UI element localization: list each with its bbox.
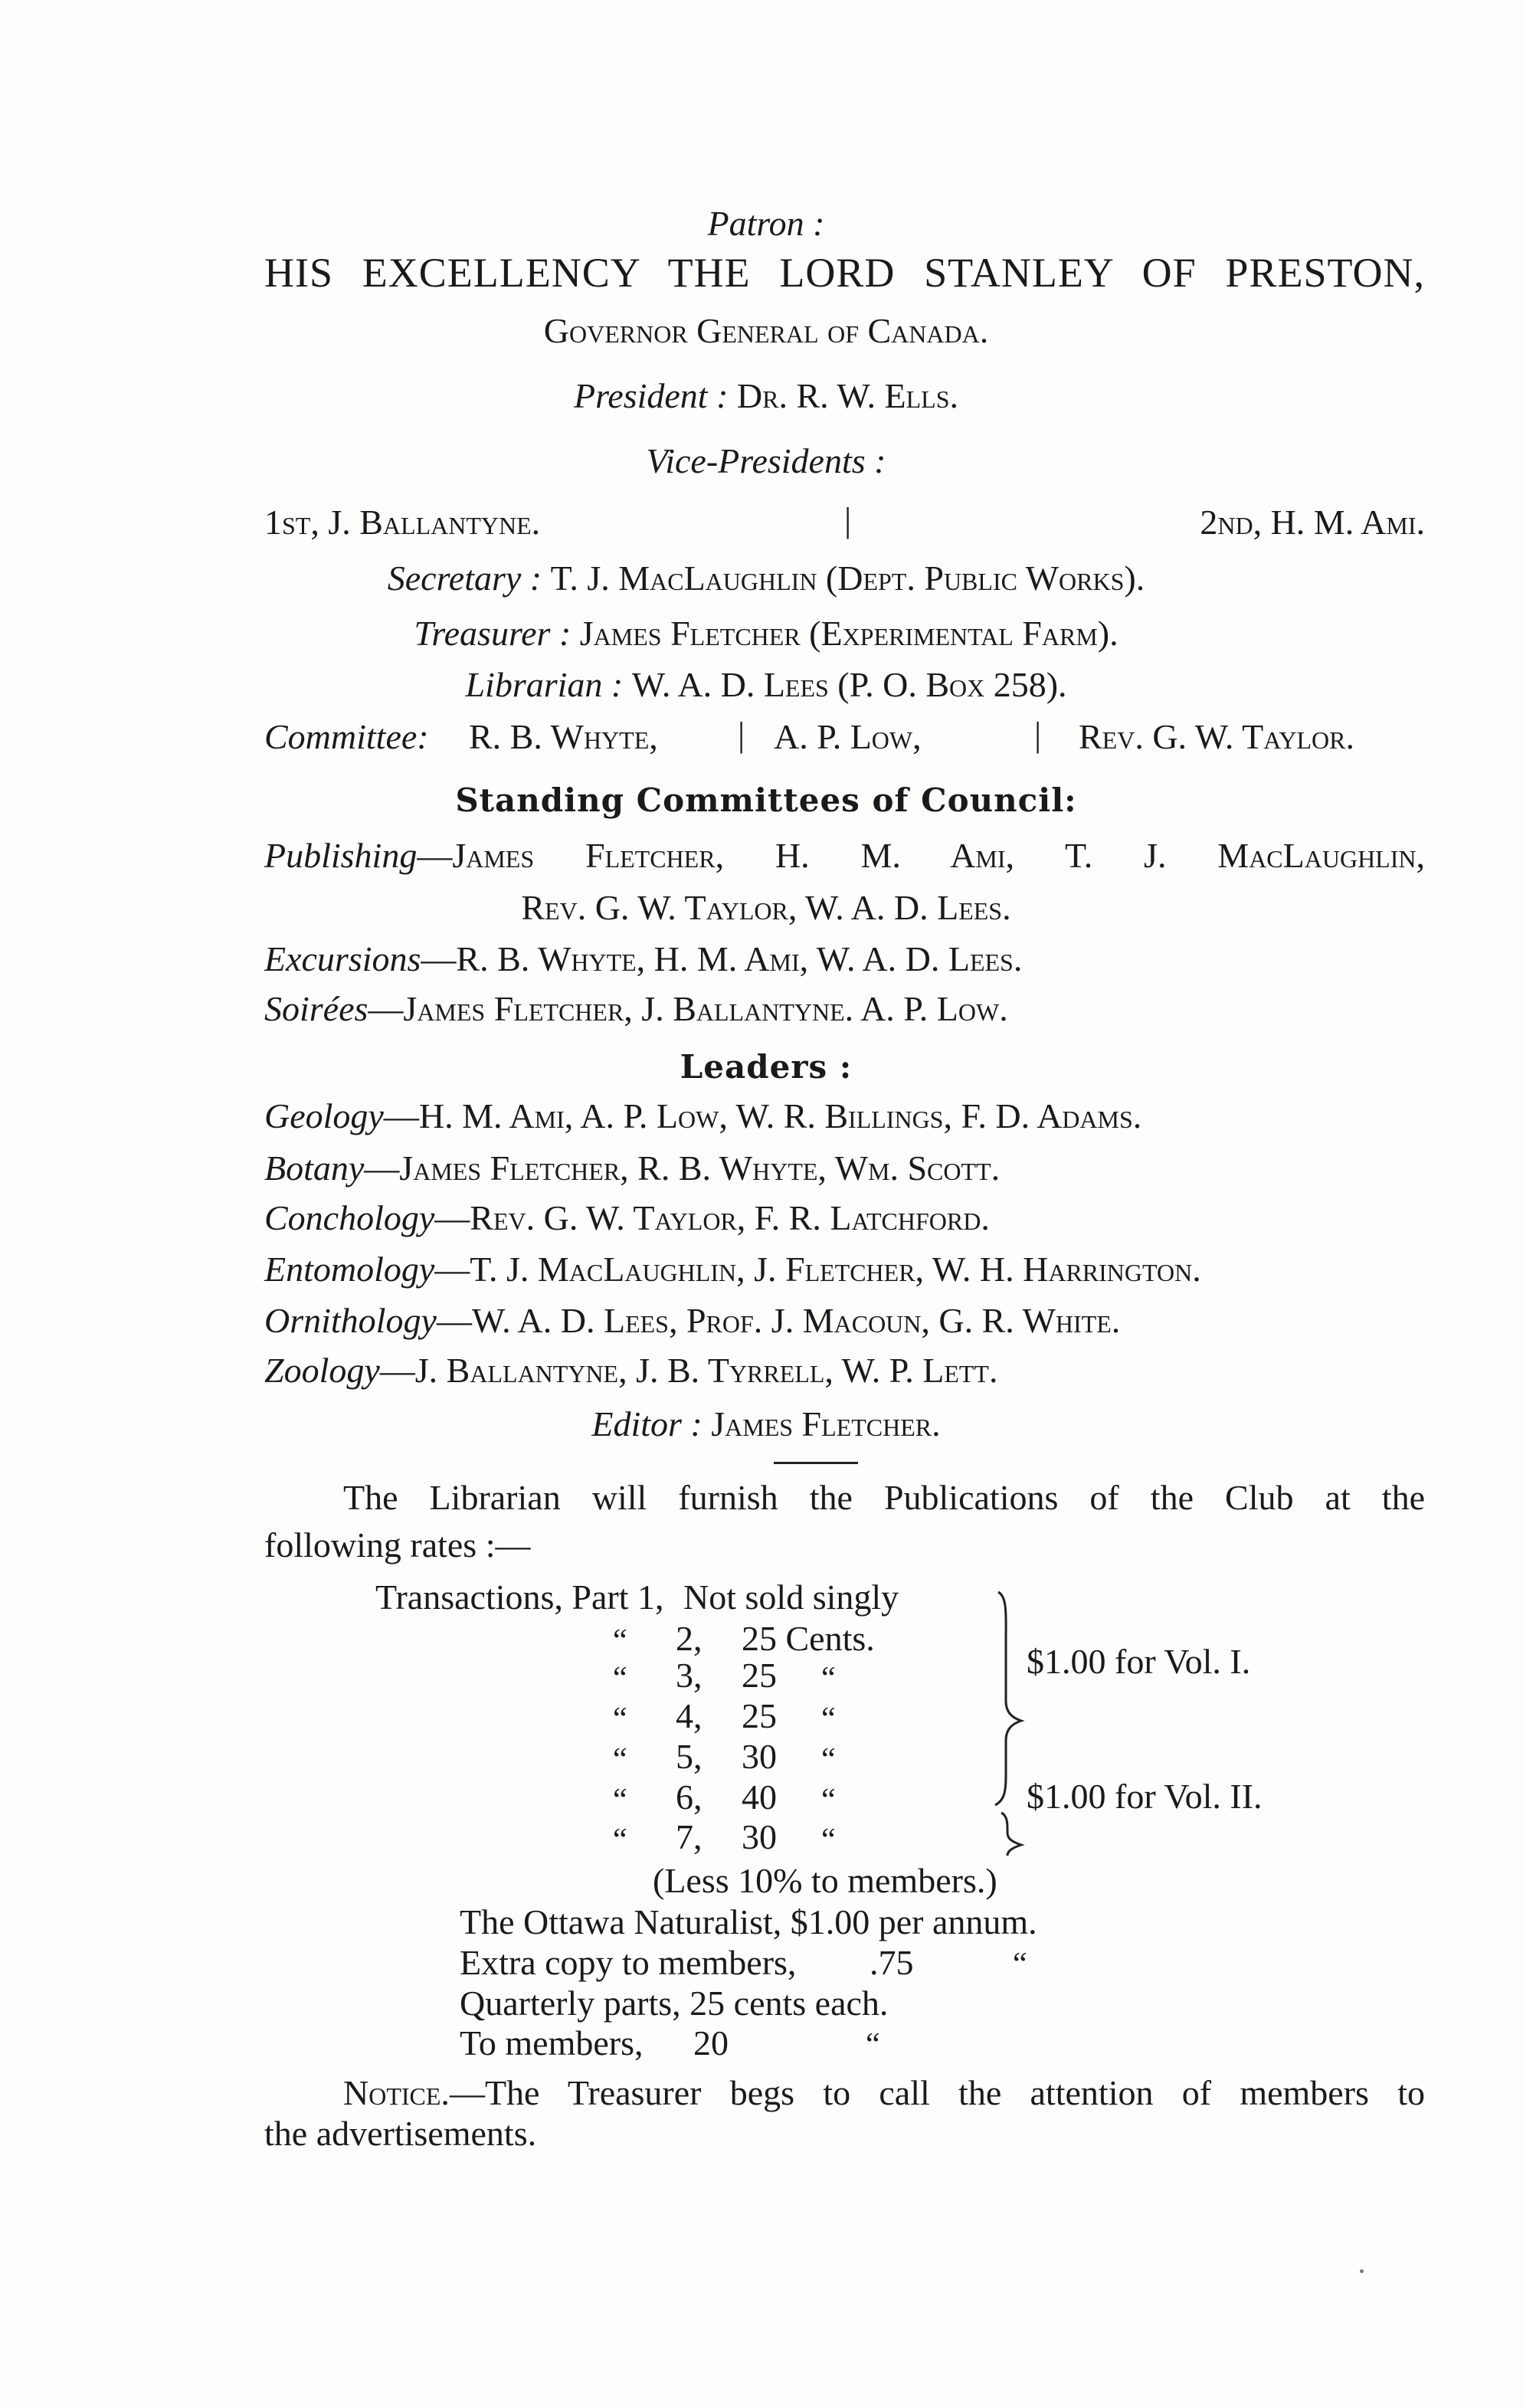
patron-label: Patron :	[707, 204, 825, 243]
editor-name: James Fletcher.	[711, 1404, 941, 1443]
excursions-members: —R. B. Whyte, H. M. Ami, W. A. D. Lees.	[421, 939, 1023, 978]
secretary-line	[0, 558, 1523, 598]
leader-label: Botany	[264, 1148, 365, 1188]
treasurer-line	[0, 613, 1523, 654]
ditto-mark: “	[613, 1742, 627, 1777]
librarian-value: W. A. D. Lees (P. O. Box 258).	[631, 665, 1067, 704]
librarian-label: Librarian :	[465, 665, 624, 704]
secretary-label: Secretary :	[387, 559, 542, 598]
notice-text-1: —The Treasurer begs to call the attention of members to	[449, 2073, 1425, 2112]
librarian-line	[0, 664, 1523, 705]
committee-member-3: Rev. G. W. Taylor.	[1079, 717, 1354, 756]
treasurer-label: Treasurer :	[414, 614, 572, 653]
vice-presidents-divider: |	[844, 500, 852, 539]
ditto-mark: “	[613, 1783, 627, 1818]
ditto-mark: “	[613, 1823, 627, 1858]
patron-title: Governor General of Canada.	[543, 311, 989, 350]
transactions-part: 7,	[676, 1817, 703, 1856]
transactions-part: 1,	[637, 1577, 664, 1617]
ditto-mark: “	[821, 1783, 836, 1818]
transactions-part: 6,	[676, 1777, 703, 1817]
committee-divider-2: |	[1034, 715, 1042, 754]
ditto-mark: “	[1013, 1947, 1027, 1982]
leader-members: —Rev. G. W. Taylor, F. R. Latchford.	[434, 1198, 990, 1237]
publications-intro-1: The Librarian will furnish the Publications of the Club at the	[343, 1478, 1425, 1517]
leaders-heading: Leaders :	[680, 1048, 853, 1086]
ditto-mark: “	[821, 1823, 836, 1858]
publishing-label: Publishing	[264, 836, 418, 875]
brace-icon	[984, 1586, 1030, 1862]
speck	[1360, 2269, 1364, 2273]
treasurer-value: James Fletcher (Experimental Farm).	[579, 614, 1119, 653]
ditto-mark: “	[613, 1623, 627, 1659]
to-members-price: 20	[693, 2023, 729, 2062]
transactions-price: 25 Cents.	[742, 1619, 875, 1658]
transactions-part: 5,	[676, 1737, 703, 1776]
leader-label: Conchology	[264, 1198, 435, 1237]
transactions-part: 3,	[676, 1656, 703, 1695]
leader-members: —W. A. D. Lees, Prof. J. Macoun, G. R. White.	[436, 1301, 1121, 1340]
publishing-members-2: Rev. G. W. Taylor, W. A. D. Lees.	[521, 888, 1011, 927]
leader-label: Zoology	[264, 1351, 380, 1390]
leader-botany	[264, 1148, 1000, 1188]
leader-label: Geology	[264, 1096, 384, 1135]
leader-entomology	[264, 1249, 1201, 1289]
leader-geology	[264, 1096, 1141, 1136]
ditto-mark: “	[613, 1702, 627, 1737]
president-label: President :	[573, 376, 729, 415]
leader-members: —James Fletcher, R. B. Whyte, Wm. Scott.	[364, 1148, 1001, 1188]
transactions-part: 2,	[676, 1619, 703, 1658]
committee-member-2: A. P. Low,	[774, 717, 922, 756]
naturalist-price: The Ottawa Naturalist, $1.00 per annum.	[460, 1902, 1037, 1941]
publishing-line-1	[264, 835, 1425, 876]
ditto-mark: “	[821, 1661, 836, 1696]
ditto-mark: “	[613, 1661, 627, 1696]
quarterly-parts: Quarterly parts, 25 cents each.	[460, 1984, 889, 2023]
committee-label: Committee:	[264, 717, 429, 756]
transactions-price: 30	[742, 1737, 777, 1776]
transactions-price: 25	[742, 1696, 777, 1735]
excursions-line	[264, 939, 1022, 979]
publishing-members-1: —James Fletcher, H. M. Ami, T. J. MacLaughlin,	[417, 836, 1425, 875]
to-members-label: To members,	[460, 2023, 644, 2062]
soirees-members: —James Fletcher, J. Ballantyne. A. P. Low.	[368, 989, 1008, 1028]
vol2-price: $1.00 for Vol. II.	[1027, 1777, 1263, 1816]
leader-label: Ornithology	[264, 1301, 437, 1340]
leader-members: —T. J. MacLaughlin, J. Fletcher, W. H. Harrington.	[434, 1250, 1201, 1289]
members-discount: (Less 10% to members.)	[653, 1861, 997, 1900]
soirees-label: Soirées	[264, 989, 368, 1028]
president-line	[0, 375, 1523, 416]
transactions-prefix: Transactions, Part	[375, 1577, 629, 1617]
transactions-part: 4,	[676, 1696, 703, 1735]
publications-intro-2: following rates :—	[264, 1525, 531, 1564]
ditto-mark: “	[821, 1742, 836, 1777]
excursions-label: Excursions	[264, 939, 421, 978]
vice-president-second: 2nd, H. M. Ami.	[1200, 503, 1425, 542]
leader-conchology	[264, 1197, 990, 1238]
leader-label: Entomology	[264, 1250, 435, 1289]
transactions-price: 25	[742, 1656, 777, 1695]
ditto-mark: “	[821, 1702, 836, 1737]
secretary-value: T. J. MacLaughlin (Dept. Public Works).	[550, 559, 1145, 598]
committee-member-1: R. B. Whyte,	[469, 717, 658, 756]
leader-members: —H. M. Ami, A. P. Low, W. R. Billings, F. D. Adams.	[383, 1096, 1142, 1135]
extra-copy-price: .75	[870, 1943, 914, 1982]
transactions-price: 30	[742, 1817, 777, 1856]
leader-zoology	[264, 1350, 997, 1391]
notice-line-1	[343, 2072, 1425, 2113]
vice-presidents-label: Vice-Presidents :	[646, 441, 886, 480]
patron-name	[264, 249, 1425, 296]
editor-line	[0, 1404, 1523, 1444]
notice-line-2: the advertisements.	[264, 2114, 537, 2153]
transactions-price: Not sold singly	[683, 1577, 899, 1617]
vol1-price: $1.00 for Vol. I.	[1027, 1642, 1251, 1681]
leader-members: —J. Ballantyne, J. B. Tyrrell, W. P. Lett.	[379, 1351, 998, 1390]
leader-ornithology	[264, 1300, 1120, 1341]
committee-divider-1: |	[738, 715, 745, 754]
patron-name-text: HIS EXCELLENCY THE LORD STANLEY OF PRESTON,	[264, 250, 1425, 296]
ditto-mark: “	[866, 2027, 880, 2062]
section-divider	[774, 1462, 858, 1464]
standing-committees-heading: Standing Committees of Council:	[455, 781, 1077, 819]
editor-label: Editor :	[591, 1404, 703, 1443]
soirees-line	[264, 988, 1008, 1029]
extra-copy-label: Extra copy to members,	[460, 1943, 797, 1982]
transactions-row-1	[375, 1577, 899, 1617]
president-name: Dr. R. W. Ells.	[736, 376, 959, 415]
transactions-price: 40	[742, 1777, 777, 1817]
vice-president-first: 1st, J. Ballantyne.	[264, 503, 541, 542]
notice-label: Notice.	[343, 2073, 450, 2112]
